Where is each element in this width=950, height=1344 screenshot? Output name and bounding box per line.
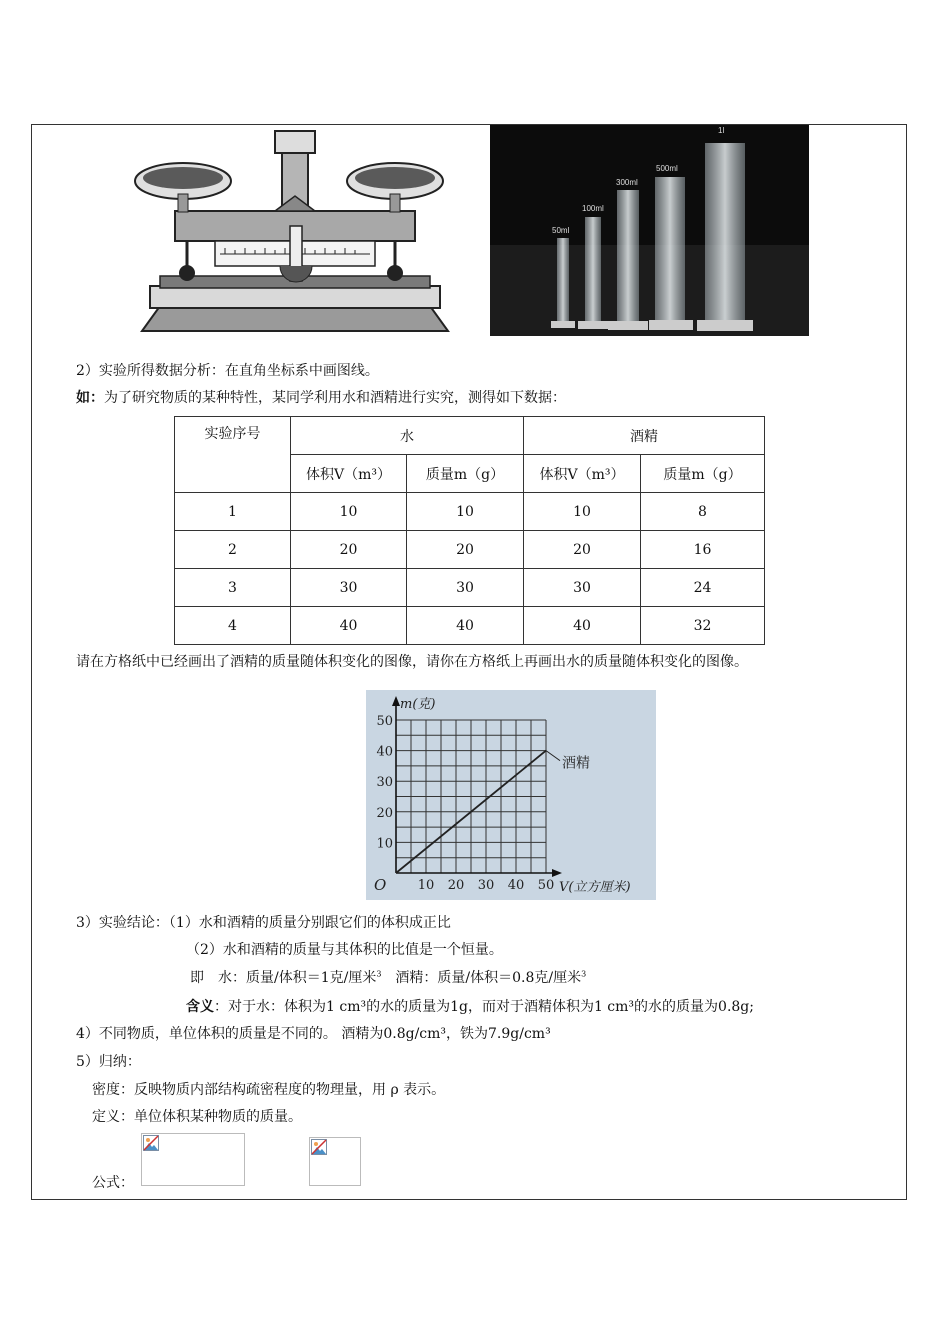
broken-image-icon <box>143 1135 159 1151</box>
header-alcohol-volume: 体积V（m³） <box>524 455 641 493</box>
table-cell: 30 <box>291 569 407 607</box>
series-label: 酒精 <box>562 755 590 772</box>
table-cell: 24 <box>641 569 765 607</box>
y-tick-label: 50 <box>376 714 393 729</box>
header-water: 水 <box>291 417 524 455</box>
formula-image-2 <box>309 1137 361 1186</box>
table-cell: 40 <box>407 607 524 645</box>
table-cell: 4 <box>175 607 291 645</box>
table-cell: 8 <box>641 493 765 531</box>
cylinder-label-50: 50ml <box>552 226 570 235</box>
cylinder-label-100: 100ml <box>582 204 604 213</box>
cylinder-label-1l: 1l <box>718 126 725 135</box>
definition-line: 定义：单位体积某种物质的质量。 <box>92 1109 302 1125</box>
x-tick-label: 20 <box>447 878 465 893</box>
table-cell: 16 <box>641 531 765 569</box>
meaning-line <box>186 996 754 1016</box>
header-alcohol: 酒精 <box>524 417 765 455</box>
header-water-volume: 体积V（m³） <box>291 455 407 493</box>
table-cell: 1 <box>175 493 291 531</box>
header-water-mass: 质量m（g） <box>407 455 524 493</box>
balance-scale-image <box>130 126 460 336</box>
example-prefix: 如： <box>76 390 104 406</box>
formula-image-1 <box>141 1133 245 1186</box>
cylinder-label-500: 500ml <box>656 164 678 173</box>
meaning-text: ：对于水：体积为1 cm³的水的质量为1g，而对于酒精体积为1 cm³的水的质量为0.8g; <box>214 999 754 1015</box>
line-4: 4）不同物质，单位体积的质量是不同的。 酒精为0.8g/cm³，铁为7.9g/cm³ <box>76 1026 551 1042</box>
table-cell: 20 <box>291 531 407 569</box>
y-axis-label: m(克) <box>400 697 436 712</box>
density-line: 密度：反映物质内部结构疏密程度的物理量，用 ρ 表示。 <box>92 1082 446 1098</box>
x-tick-label: 10 <box>417 878 435 893</box>
table-row <box>175 569 765 607</box>
x-axis-label: V(立方厘米) <box>559 880 631 895</box>
table-cell: 10 <box>291 493 407 531</box>
table-cell: 40 <box>524 607 641 645</box>
header-seq: 实验序号 <box>175 417 291 493</box>
graduated-cylinders-image <box>490 125 809 336</box>
cylinder-label-300: 300ml <box>616 178 638 187</box>
broken-image-icon <box>311 1139 327 1155</box>
x-tick-label: 40 <box>507 878 525 893</box>
analysis-line: 2）实验所得数据分析：在直角坐标系中画图线。 <box>76 363 379 379</box>
table-cell: 10 <box>407 493 524 531</box>
example-line <box>76 387 566 407</box>
y-tick-label: 20 <box>376 805 393 821</box>
table-cell: 30 <box>524 569 641 607</box>
table-row <box>175 607 765 645</box>
table-cell: 32 <box>641 607 765 645</box>
header-alcohol-mass: 质量m（g） <box>641 455 765 493</box>
x-tick-label: 30 <box>477 878 495 893</box>
mass-volume-graph <box>366 690 656 900</box>
table-cell: 20 <box>407 531 524 569</box>
origin-label: O <box>374 876 387 894</box>
example-text: 为了研究物质的某种特性，某同学利用水和酒精进行实究，测得如下数据： <box>104 390 566 406</box>
table-cell: 2 <box>175 531 291 569</box>
x-tick-label: 50 <box>537 878 555 893</box>
data-table <box>174 416 765 645</box>
water-ratio: 即 水：质量/体积＝1克/厘米 <box>190 970 377 986</box>
y-tick-label: 10 <box>376 836 393 852</box>
table-row <box>175 493 765 531</box>
alcohol-ratio: 酒精：质量/体积＝0.8克/厘米 <box>381 970 582 986</box>
table-cell: 10 <box>524 493 641 531</box>
conclusion-line-2: （2）水和酒精的质量与其体积的比值是一个恒量。 <box>186 942 503 958</box>
conclusion-line-3: 即 水：质量/体积＝1克/厘米$^3$ 酒精：质量/体积＝0.8克/厘米$^3$ <box>190 969 587 986</box>
y-tick-label: 40 <box>376 744 393 760</box>
conclusion-line-1: 3）实验结论：（1）水和酒精的质量分别跟它们的体积成正比 <box>76 915 451 931</box>
y-tick-label: 30 <box>376 775 393 791</box>
line-5: 5）归纳： <box>76 1054 141 1070</box>
table-cell: 30 <box>407 569 524 607</box>
instruction-line: 请在方格纸中已经画出了酒精的质量随体积变化的图像，请你在方格纸上再画出水的质量随体积变化的图像。 <box>76 654 748 670</box>
table-row <box>175 531 765 569</box>
table-cell: 20 <box>524 531 641 569</box>
table-cell: 3 <box>175 569 291 607</box>
formula-label: 公式： <box>92 1175 134 1191</box>
meaning-label: 含义 <box>186 999 214 1015</box>
table-cell: 40 <box>291 607 407 645</box>
